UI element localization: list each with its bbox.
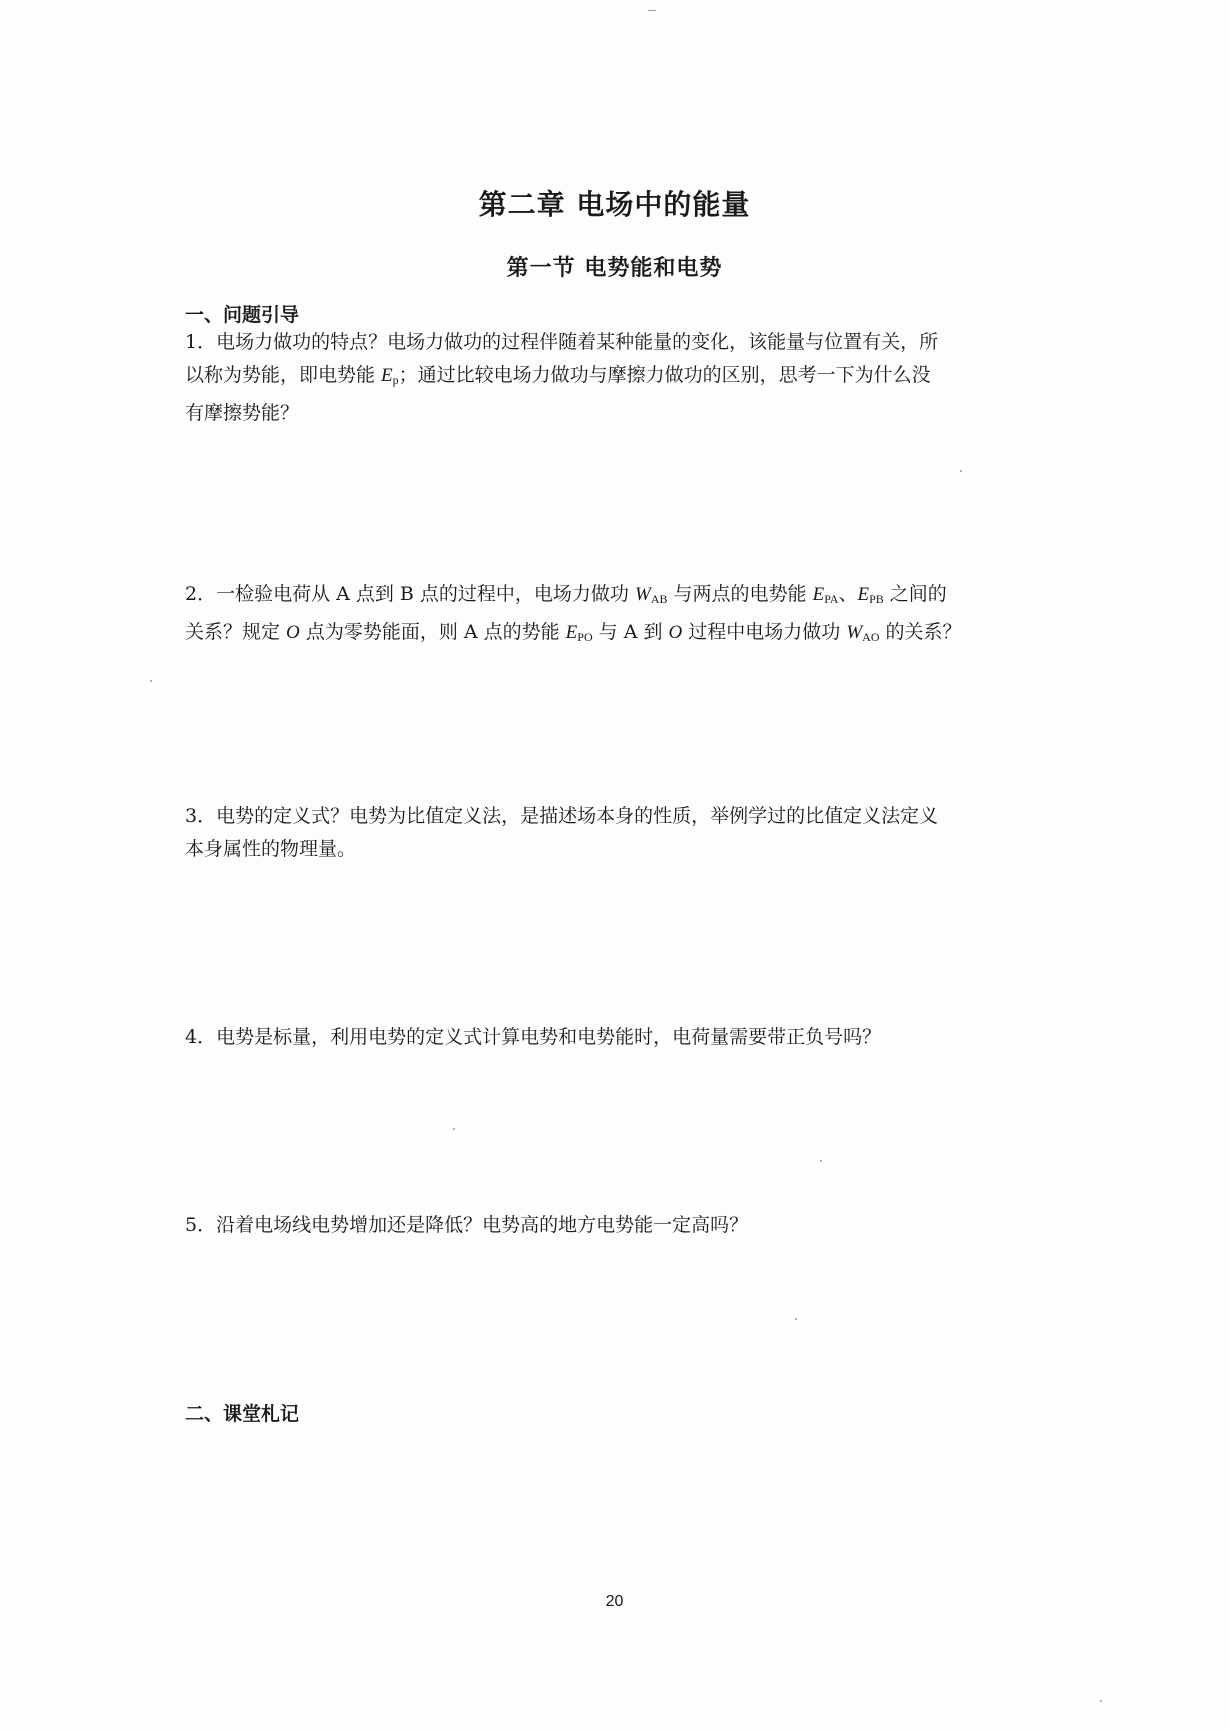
scan-speck — [820, 1160, 822, 1162]
question-4-line-1: 4．电势是标量，利用电势的定义式计算电势和电势能时，电荷量需要带正负号吗？ — [185, 1026, 882, 1048]
question-1-text: ；通过比较电场力做功与摩擦力做功的区别，思考一下为什么没 — [398, 364, 931, 386]
symbol-o: O — [668, 622, 683, 643]
symbol-epo: $E_{PO}$ — [565, 622, 593, 644]
scan-speck — [1100, 1700, 1102, 1702]
scan-speck — [960, 470, 962, 472]
symbol-epb: $E_{PB}$ — [857, 584, 884, 606]
scan-speck — [648, 10, 656, 11]
question-3-line-1: 3．电势的定义式？电势为比值定义法，是描述场本身的性质，举例学过的比值定义法定义 — [185, 805, 939, 827]
scan-speck — [795, 1318, 797, 1320]
part2-heading: 二、课堂札记 — [185, 1403, 300, 1425]
question-4 — [185, 1021, 1035, 1054]
part1-heading: 一、问题引导 — [185, 304, 300, 326]
question-5 — [185, 1209, 1035, 1242]
question-1-line-2 — [185, 359, 1035, 397]
section-title: 第一节 电势能和电势 — [506, 256, 723, 281]
question-1-text: 以称为势能，即电势能 — [185, 364, 382, 386]
chapter-title: 第二章 电场中的能量 — [478, 188, 751, 221]
symbol-wao: $W_{AO}$ — [846, 622, 880, 644]
symbol-o: O — [286, 622, 300, 643]
symbol-wab: $W_{AB}$ — [634, 584, 668, 606]
symbol-ep: $E_p$ — [381, 365, 399, 387]
question-1-line-1: 1．电场力做功的特点？电场力做功的过程伴随着某种能量的变化，该能量与位置有关，所 — [185, 331, 939, 353]
question-3-line-2: 本身属性的物理量。 — [185, 838, 357, 860]
scan-speck — [453, 1128, 455, 1130]
question-3 — [185, 800, 1035, 866]
question-5-line-1: 5．沿着电场线电势增加还是降低？电势高的地方电势能一定高吗？ — [185, 1214, 749, 1236]
scan-speck — [150, 680, 152, 682]
question-2 — [185, 578, 1035, 654]
page-number: 20 — [605, 1593, 624, 1610]
symbol-epa: $E_{PA}$ — [812, 584, 839, 606]
question-2-line-2: 关系？规定 O 点为零势能面，则 A 点的势能 $E_{PO}$ 与 A 到 O 过程中电场力做功 $W_{AO}$ 的关系？ — [185, 621, 962, 644]
question-1-line-3: 有摩擦势能？ — [185, 402, 300, 424]
question-2-line-1: 2．一检验电荷从 A 点到 B 点的过程中，电场力做功 $W_{AB}$ 与两点的电势能 $E_{PA}$、$E_{PB}$ 之间的 — [185, 583, 947, 606]
question-1 — [185, 326, 1035, 430]
